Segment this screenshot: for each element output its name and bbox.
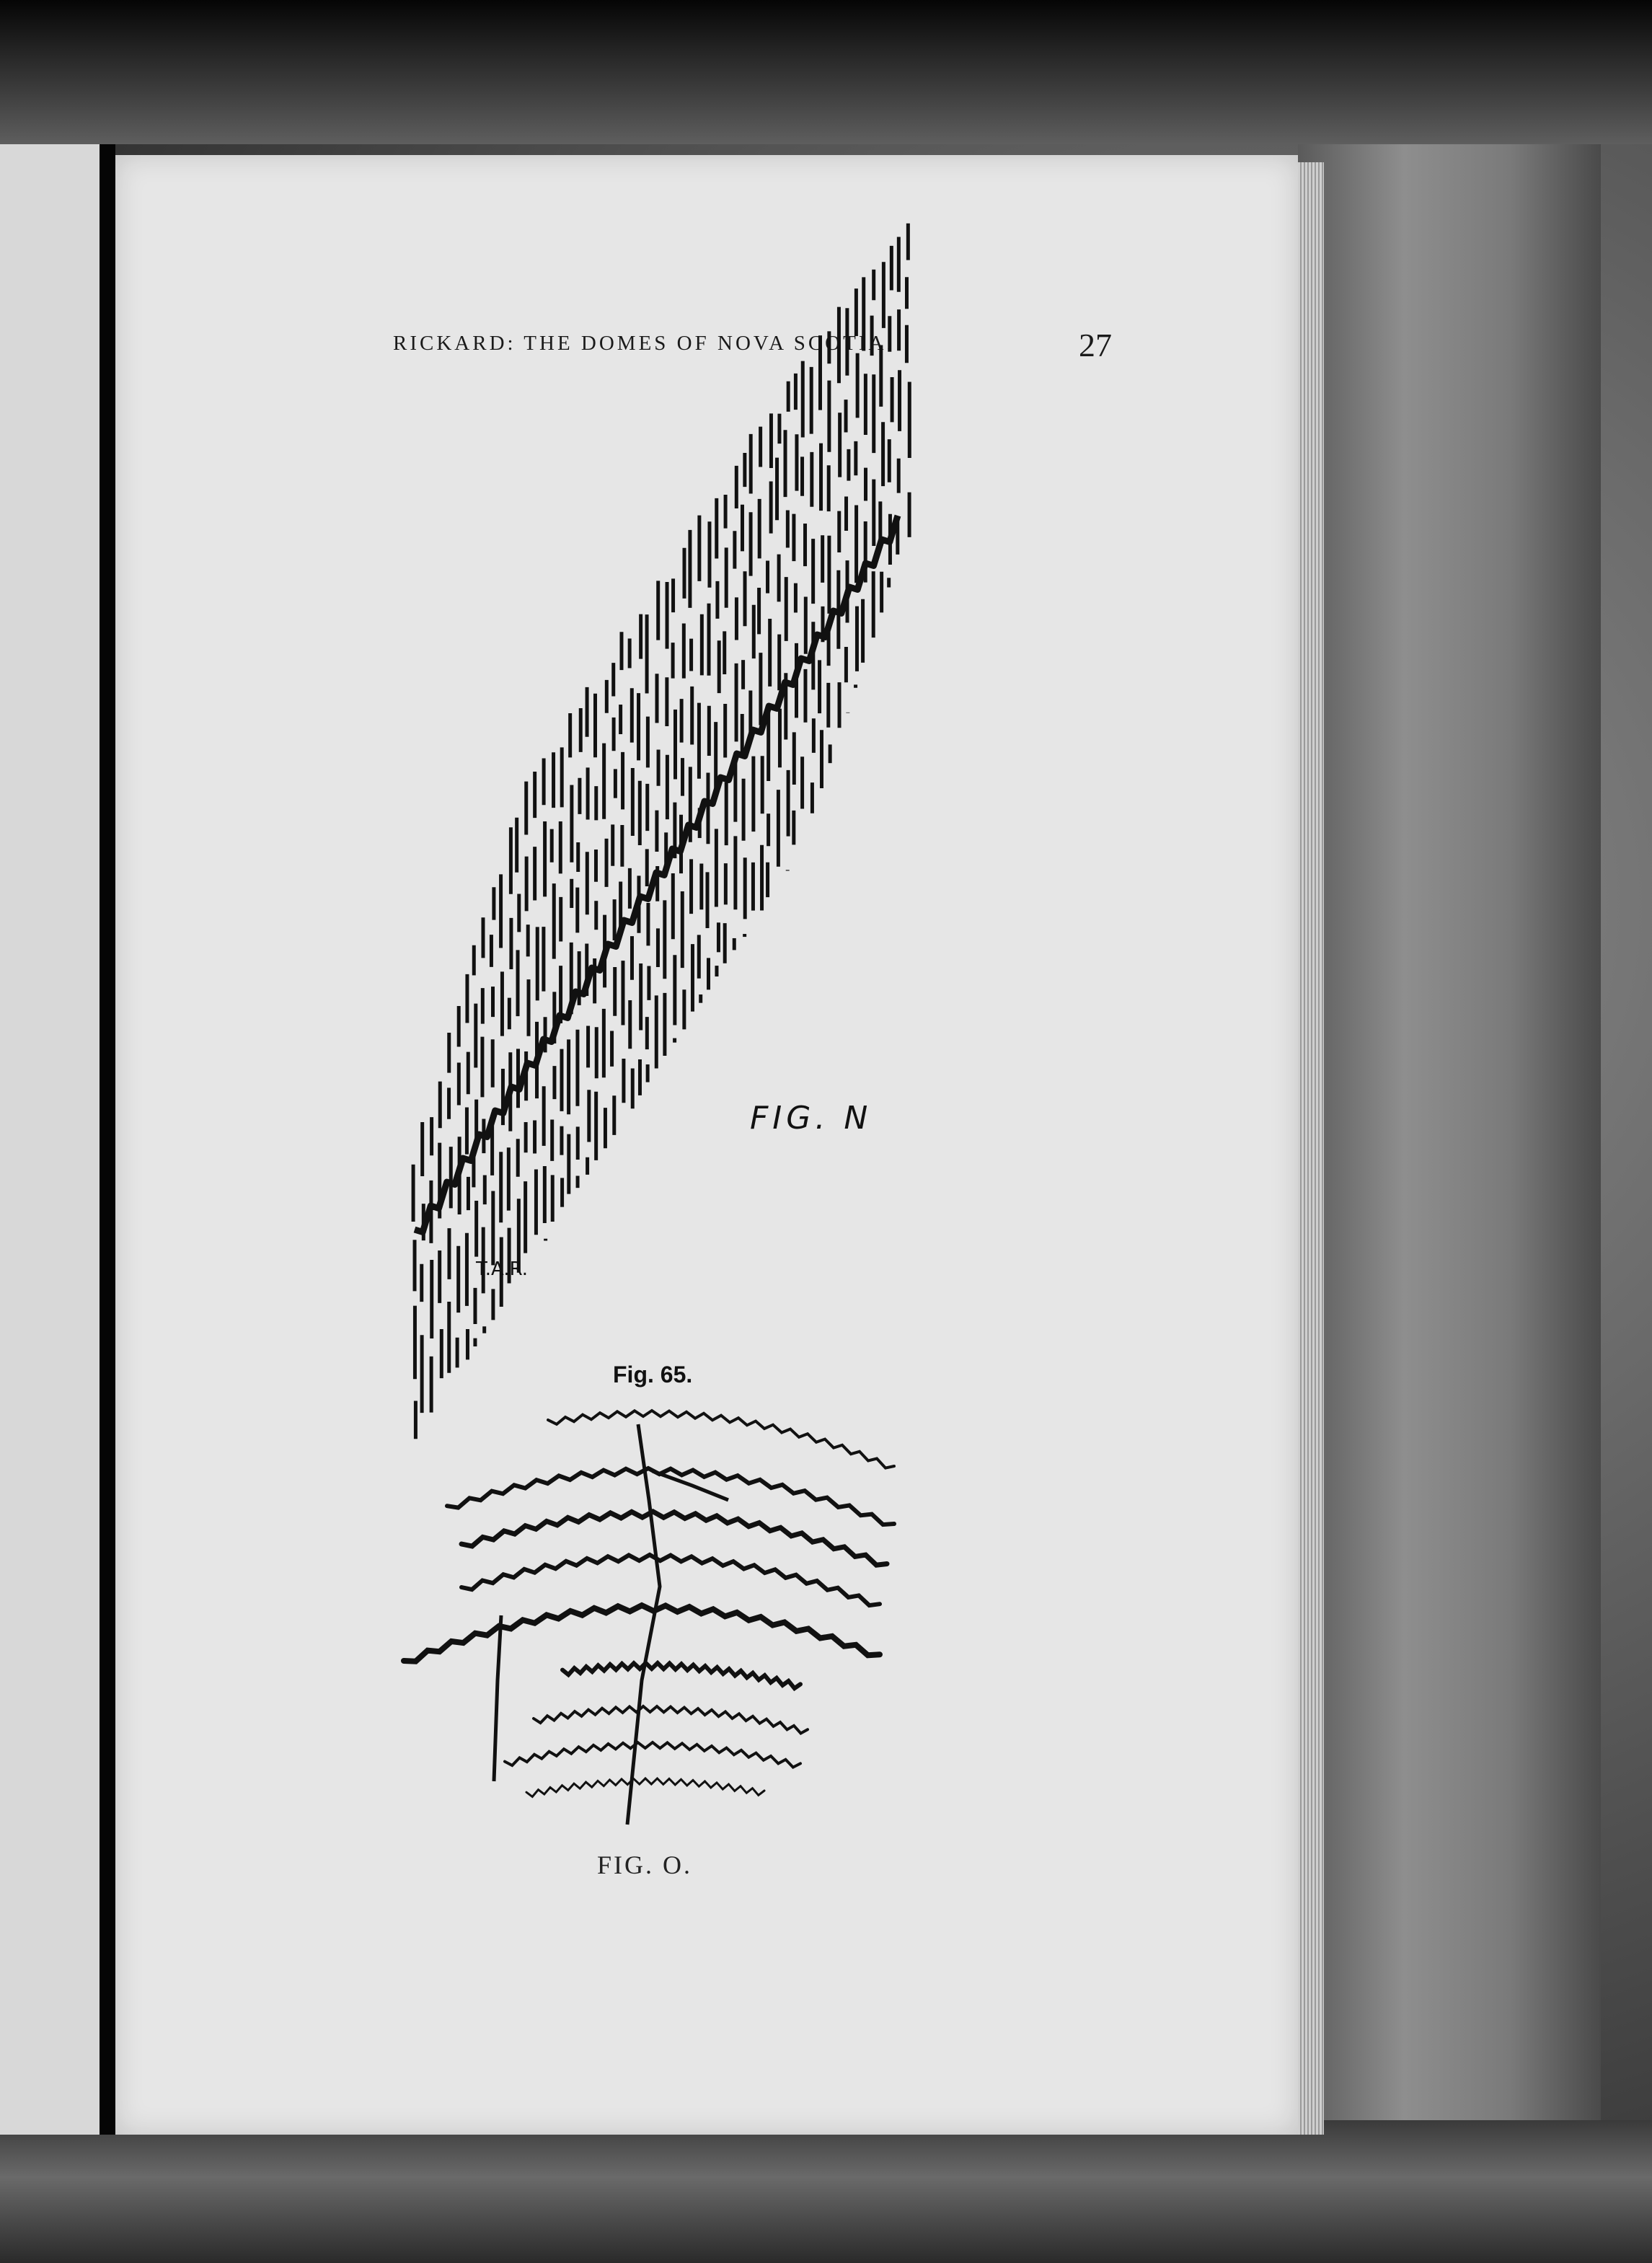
fig-o-stratum [526,1778,764,1796]
fig-n-cleavage-hatching [413,224,909,1439]
fig-65-label: Fig. 65. [613,1362,693,1388]
fig-o-caption: FIG. O. [597,1850,693,1879]
fig-o-stratum [505,1742,800,1768]
fig-o-stratum [404,1605,880,1662]
fig-o-folded-strata [404,1411,894,1796]
fig-n-caption: FIG. N [750,1100,873,1137]
fig-o-stratum [562,1663,800,1688]
fig-n-initials: T.A.R. [476,1258,529,1280]
fig-o-stratum [534,1706,808,1734]
fig-o-fault-line [627,1424,660,1825]
fig-o-fault-line [494,1615,501,1781]
fig-o-stratum [548,1411,894,1468]
page-number: 27 [1079,327,1112,363]
fig-o-stratum [461,1555,880,1605]
running-head: RICKARD: THE DOMES OF NOVA SCOTIA. [393,332,895,355]
